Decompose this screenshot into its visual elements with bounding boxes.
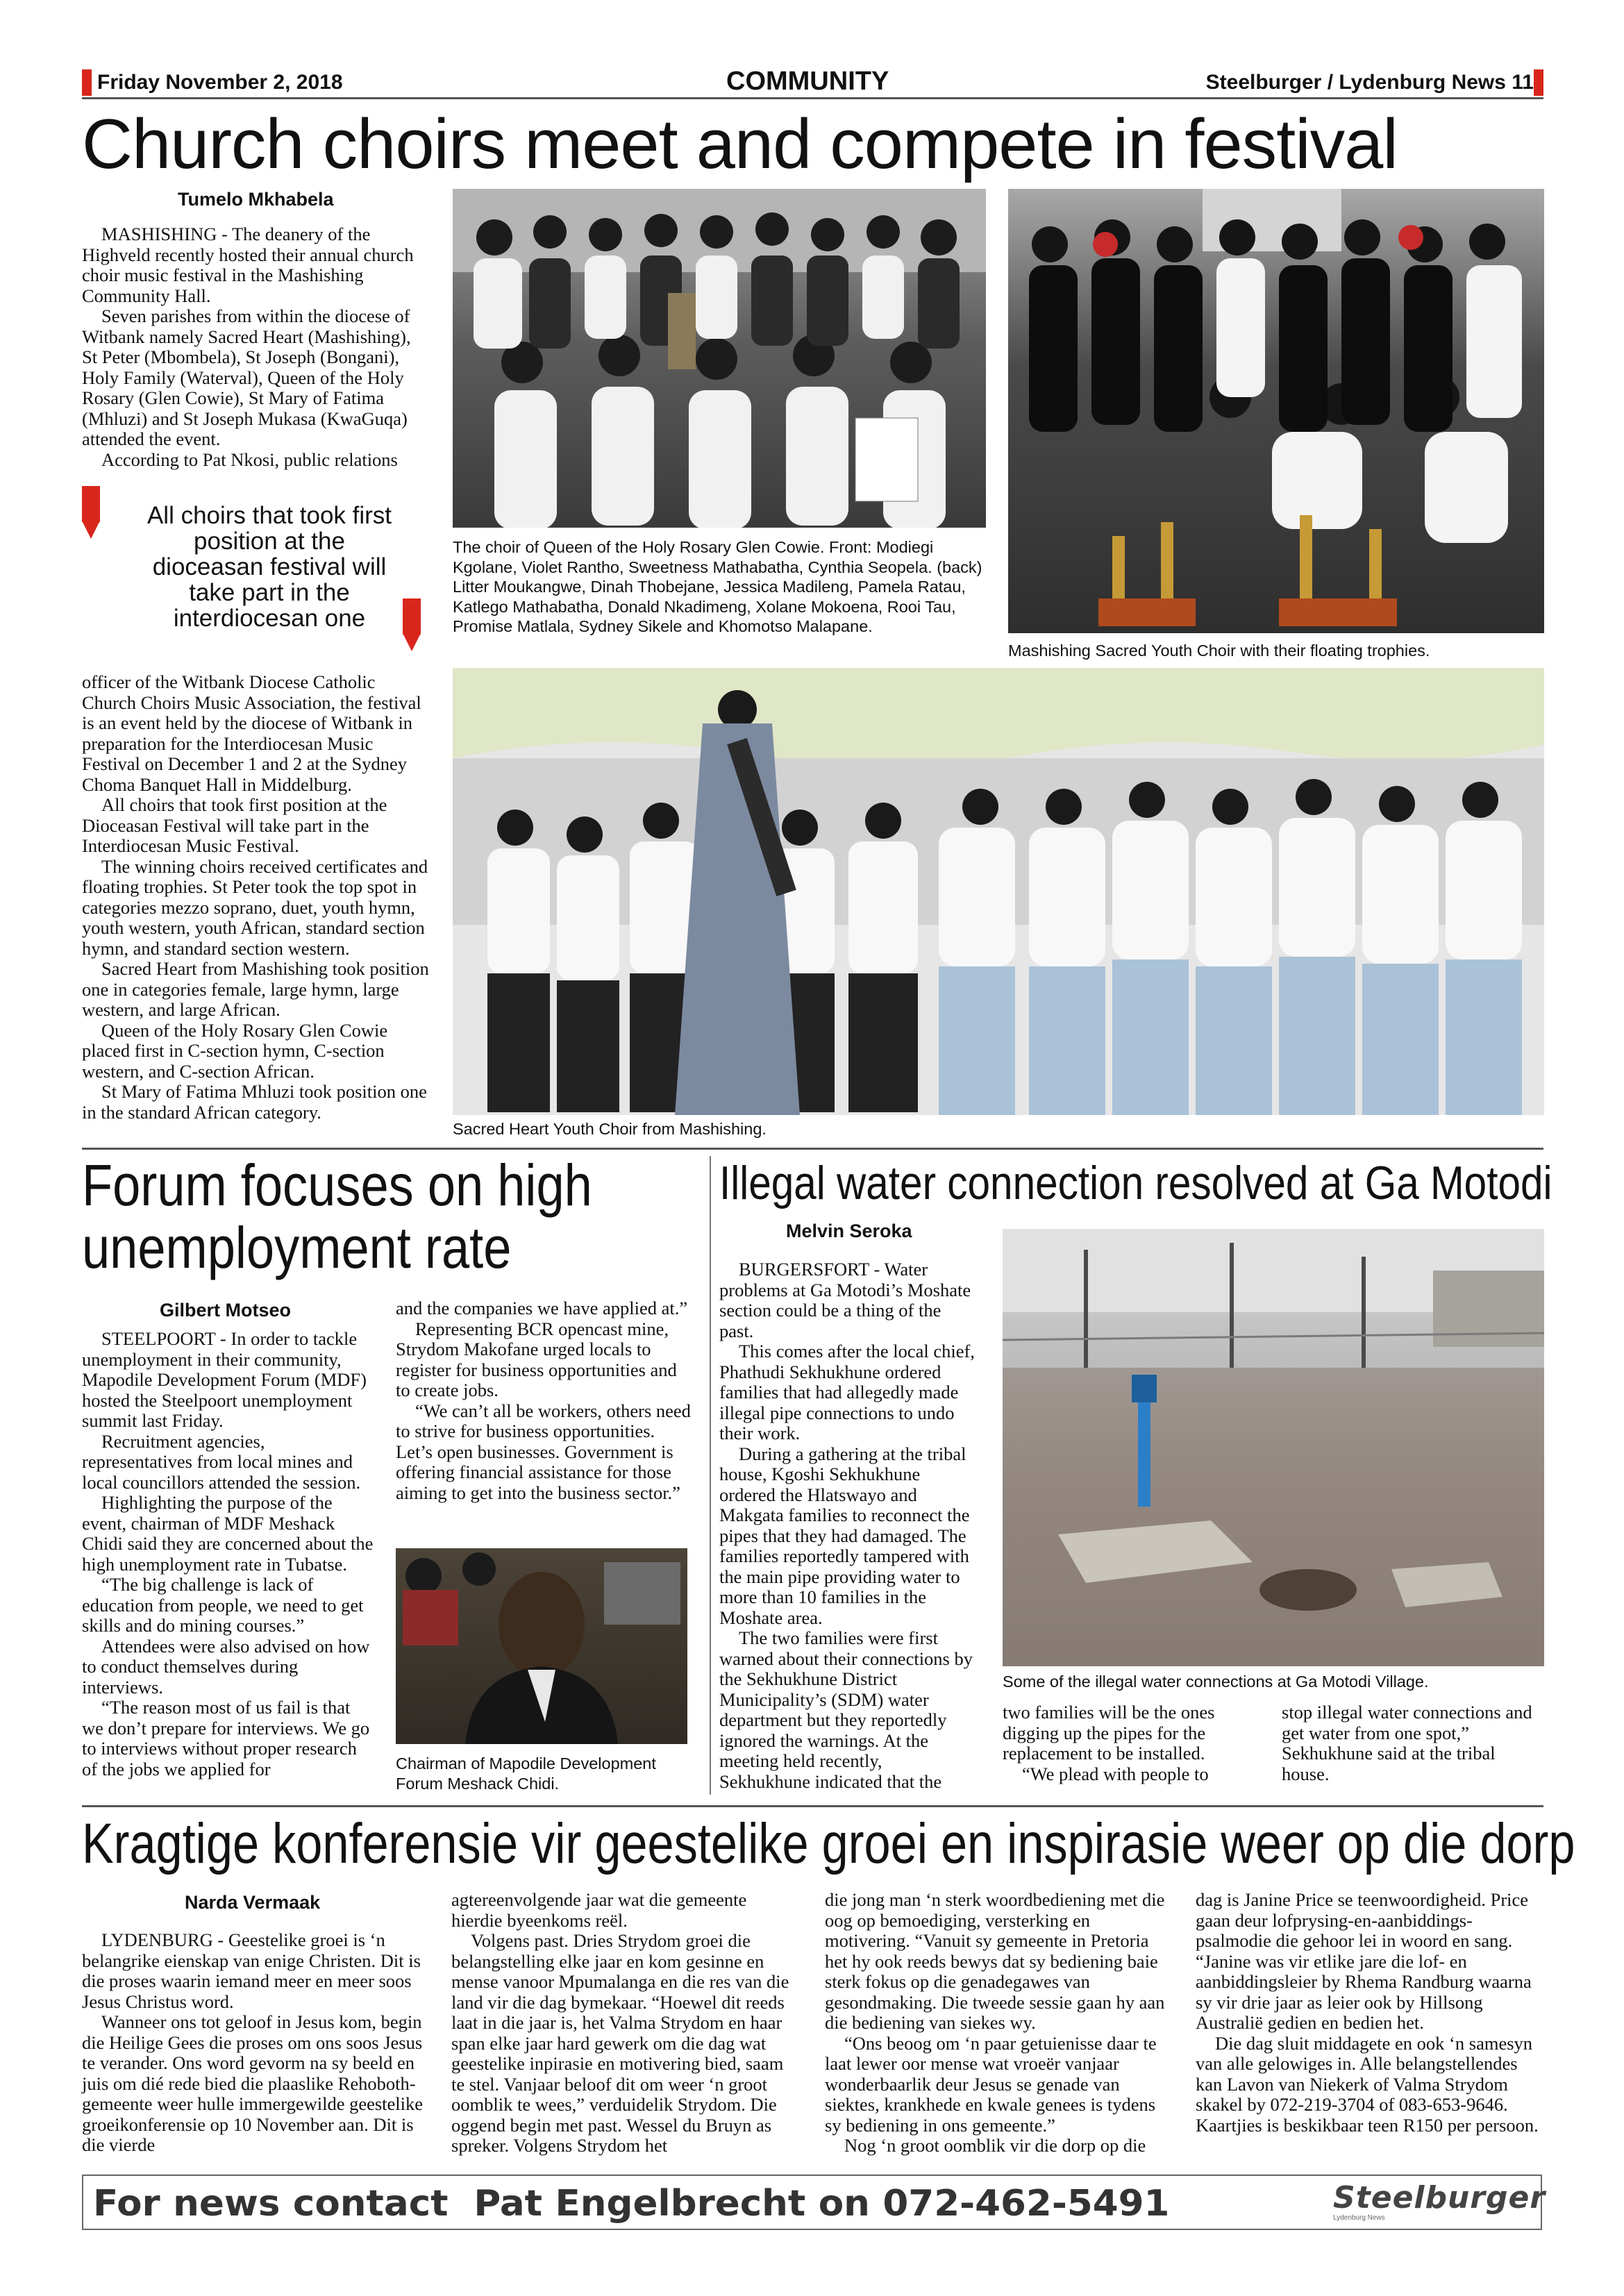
paragraph: The winning choirs received certificates and floating trophies. St Peter took the top spot in categories mezzo soprano, duet, youth hymn, youth western, youth African, standard section hymn, and standard section western. xyxy=(82,855,428,959)
photo-sacred-heart-choir xyxy=(453,668,1544,1115)
header-accent-right xyxy=(1534,69,1543,96)
paragraph: MASHISHING - The deanery of the Highveld recently hosted their annual church choir music festival in the Mashishing Community Hall. xyxy=(82,224,414,306)
paper-page: Steelburger / Lydenburg News 11 xyxy=(1205,71,1534,94)
paragraph: This comes after the local chief, Phathudi Sekhukhune ordered families that had allegedly made illegal pipe connections to undo their work. xyxy=(719,1341,975,1443)
story1-byline: Tumelo Mkhabela xyxy=(178,189,334,210)
story1-text-bottom xyxy=(82,672,430,1123)
story2-byline: Gilbert Motseo xyxy=(160,1300,292,1321)
paragraph: Queen of the Holy Rosary Glen Cowie placed first in C-section hymn, C-section western, and C-section African. xyxy=(82,1019,388,1082)
story4-column-3 xyxy=(825,1890,1172,2156)
choir-photo-graphic xyxy=(453,189,986,528)
footer-box xyxy=(82,2175,1546,2230)
story2-headline-line1: Forum focuses on high xyxy=(82,1153,592,1218)
caption-water-connection: Some of the illegal water connections at Ga Motodi Village. xyxy=(1003,1673,1429,1691)
close-quote-tail xyxy=(403,633,421,651)
story2-column-2 xyxy=(396,1298,694,1503)
footer-logo-text: Steelburger xyxy=(1333,2180,1546,2215)
column-divider-story2 xyxy=(710,1156,711,1795)
caption-sacred-heart: Sacred Heart Youth Choir from Mashishing. xyxy=(453,1120,767,1138)
paragraph: stop illegal water connections and get water from one spot,” Sekhukhune said at the tribal house. xyxy=(1282,1702,1532,1784)
paragraph: “Ons beoog om ‘n paar getuienisse daar te laat lewer oor mense wat vroeër vanjaar wonderbaarlik deur Jesus se genade van siektes, krankhede en kwale genees is tydens sy bediening in ons gemeente.” xyxy=(825,2032,1157,2136)
photo-water-connection xyxy=(1003,1229,1544,1666)
paragraph: Sacred Heart from Mashishing took position one in categories female, large hymn, large western, and large African. xyxy=(82,958,429,1020)
story3-column-2 xyxy=(1003,1702,1246,1784)
story1-headline: Church choirs meet and compete in festival xyxy=(82,106,1398,183)
water-pipe-photo-graphic xyxy=(1003,1229,1544,1666)
photo-meshack-chidi xyxy=(396,1548,687,1744)
paragraph: Nog ‘n groot oomblik vir die dorp op die xyxy=(844,2135,1146,2156)
paragraph: agtereenvolgende jaar wat die gemeente hierdie byeenkoms reël. xyxy=(451,1889,747,1931)
paragraph: The two families were first warned about their connections by the Sekhukhune District Municipality’s (SDM) water department but they reportedly ignored the warnings. At the meeting held recently, Sekhukhune indicated that the xyxy=(719,1627,973,1792)
story4-headline: Kragtige konferensie vir geestelike groei en inspirasie weer op die dorp xyxy=(82,1812,1575,1875)
issue-date: Friday November 2, 2018 xyxy=(97,71,343,94)
story4-byline: Narda Vermaak xyxy=(185,1892,321,1913)
paragraph: Die dag sluit middagete en ook ‘n samesyn van alle gelowiges in. Alle belangstellendes kan Lavon van Niekerk of Valma Strydom skakel by 072-219-3704 of 083-653-9646. Kaartjies is beskikbaar teen R150 per persoon. xyxy=(1196,2032,1539,2136)
footer-logo xyxy=(1333,2180,1546,2224)
story3-column-3 xyxy=(1282,1702,1539,1784)
paragraph: die jong man ‘n sterk woordbediening met die oog op bemoediging, versterking en motivering. “Vanuit sy gemeente in Pretoria het hy ook reeds bewys dat sy bediening baie sterk fokus op die genadegawes van gesondmaking. Die tweede sessie gaan hy aan die bediening van siekes wy. xyxy=(825,1889,1165,2033)
paragraph: Attendees were also advised on how to conduct themselves during interviews. xyxy=(82,1635,370,1698)
pull-quote xyxy=(82,486,443,660)
story3-byline: Melvin Seroka xyxy=(786,1221,912,1241)
story2-headline-line2: unemployment rate xyxy=(82,1215,512,1280)
paragraph: St Mary of Fatima Mhluzi took position one in the standard African category. xyxy=(82,1081,427,1123)
paragraph: During a gathering at the tribal house, Kgoshi Sekhukhune ordered the Hlatswayo and Makgata families to reconnect the pipes that they had damaged. The families reportedly tampered with the main pipe providing water to more than 10 families in the Moshate area. xyxy=(719,1443,970,1628)
paragraph: Wanneer ons tot geloof in Jesus kom, begin die Heilige Gees die proses om ons soos Jesus te verander. Ons word gevorm na sy beeld en juis om dié rede bied die plaaslike Rehoboth-gemeente weer hulle immergewilde geestelike groeikonferensie op 10 November aan. Dit is die vierde xyxy=(82,2011,424,2155)
section-name: COMMUNITY xyxy=(726,67,889,96)
paragraph: Highlighting the purpose of the event, chairman of MDF Meshack Chidi said they are concerned about the high unemployment rate in Tubatse. xyxy=(82,1492,374,1575)
portrait-graphic xyxy=(396,1548,687,1744)
story4-column-4 xyxy=(1196,1890,1543,2136)
story3-column-1 xyxy=(719,1259,978,1792)
caption-mashishing-trophies: Mashishing Sacred Youth Choir with their floating trophies. xyxy=(1008,642,1430,660)
story2-column-1 xyxy=(82,1329,374,1779)
paragraph: LYDENBURG - Geestelike groei is ‘n belangrike eienskap van enige Christen. Dit is die proses waarin iemand meer en meer soos Jesus Christus word. xyxy=(82,1929,421,2012)
caption-meshack-chidi: Chairman of Mapodile Development Forum Meshack Chidi. xyxy=(396,1754,656,1793)
paragraph: two families will be the ones digging up the pipes for the replacement to be installed. xyxy=(1003,1702,1215,1763)
paragraph: STEELPOORT - In order to tackle unemployment in their community, Mapodile Development Forum (MDF) hosted the Steelpoort unemployment summit last Friday. xyxy=(82,1328,367,1431)
caption-glen-cowie: The choir of Queen of the Holy Rosary Glen Cowie. Front: Modiegi Kgolane, Violet Rantho, Sweetness Mathabatha, Cynthia Seopela. (back) Litter Moukangwe, Dinah Thobejane, Jessica Madileng, Pamela Ratau, Katlego Mathabatha, Donald Nkadimeng, Xolane Mokoena, Rooi Tau, Promise Matlala, Sydney Sikele and Khomotso Malapane. xyxy=(453,538,982,635)
header-accent-left xyxy=(82,69,92,96)
paragraph: “We can’t all be workers, others need to strive for business opportunities. Let’s open businesses. Government is offering financial assistance for those aiming to get into the business sector.” xyxy=(396,1400,691,1503)
open-quote-icon xyxy=(82,486,100,522)
youth-choir-photo-graphic xyxy=(453,668,1544,1115)
header-rule xyxy=(82,97,1543,99)
paragraph: Seven parishes from within the diocese of Witbank namely Sacred Heart (Mashishing), St Peter (Mbombela), St Joseph (Bongani), Holy Family (Waterval), Queen of the Holy Rosary (Glen Cowie), St Mary of Fatima (Mhluzi) and St Joseph Mukasa (KwaGuqa) attended the event. xyxy=(82,305,411,449)
photo-mashishing-trophies xyxy=(1008,189,1544,633)
paragraph: “We plead with people to xyxy=(1022,1763,1209,1784)
story4-column-2 xyxy=(451,1890,798,2156)
photo-glen-cowie-choir xyxy=(453,189,986,528)
paragraph: Representing BCR opencast mine, Strydom Makofane urged locals to register for business opportunities and to create jobs. xyxy=(396,1318,677,1400)
trophy-photo-graphic xyxy=(1008,189,1544,633)
paragraph: and the companies we have applied at.” xyxy=(396,1298,688,1318)
open-quote-tail xyxy=(82,521,100,539)
divider-story3 xyxy=(82,1805,1543,1807)
paragraph: “The big challenge is lack of education from people, we need to get skills and do mining courses.” xyxy=(82,1574,364,1636)
footer-logo-subtext: Lydenburg News xyxy=(1333,2214,1385,2222)
paragraph: All choirs that took first position at the Dioceasan Festival will take part in the Interdiocesan Music Festival. xyxy=(82,794,387,856)
paragraph: dag is Janine Price se teenwoordigheid. Price gaan deur lofprysing-en-aanbiddings-psalmodie die gehoor lei in woord en sang. “Janine was vir etlike jare die lof- en aanbiddingsleier by Rhema Randburg waarna sy vir drie jaar as leier ook by Hillsong Australië gedien en bedien het. xyxy=(1196,1889,1532,2033)
story1-text-top xyxy=(82,224,430,470)
pull-quote-text: All choirs that took first position at the dioceasan festival will take part in the interdiocesan one xyxy=(147,502,392,632)
paragraph: Recruitment agencies, representatives from local mines and local councillors attended the session. xyxy=(82,1430,361,1493)
close-quote-icon xyxy=(403,598,421,635)
paragraph: According to Pat Nkosi, public relations xyxy=(101,449,398,470)
story3-headline: Illegal water connection resolved at Ga Motodi xyxy=(719,1157,1552,1209)
paragraph: Volgens past. Dries Strydom groei die belangstelling elke jaar en kom gesinne en mense vanoor Mpumalanga en die res van die land vir die dag bymekaar. “Hoewel dit reeds laat in die jaar is, het Valma Strydom en haar span elke jaar hard gewerk om die dag wat geestelike inpirasie en motivering bied, saam te stel. Vanjaar beloof dit om weer ‘n groot oomblik te wees,” verduidelik Strydom. Die oggend begin met past. Wessel du Bruyn as spreker. Volgens Strydom het xyxy=(451,1930,789,2156)
paragraph: officer of the Witbank Diocese Catholic Church Choirs Music Association, the festival is an event held by the diocese of Witbank in preparation for the Interdiocesan Music Festival on December 1 and 2 at the Sydney Choma Banquet Hall in Middelburg. xyxy=(82,671,421,795)
divider-story1 xyxy=(82,1148,1543,1150)
footer-contact: For news contact Pat Engelbrecht on 072-462-5491 xyxy=(93,2183,1170,2224)
paragraph: BURGERSFORT - Water problems at Ga Motodi’s Moshate section could be a thing of the past. xyxy=(719,1259,971,1341)
paragraph: “The reason most of us fail is that we don’t prepare for interviews. We go to interviews without proper research of the jobs we applied for xyxy=(82,1697,370,1779)
story4-column-1 xyxy=(82,1930,425,2156)
